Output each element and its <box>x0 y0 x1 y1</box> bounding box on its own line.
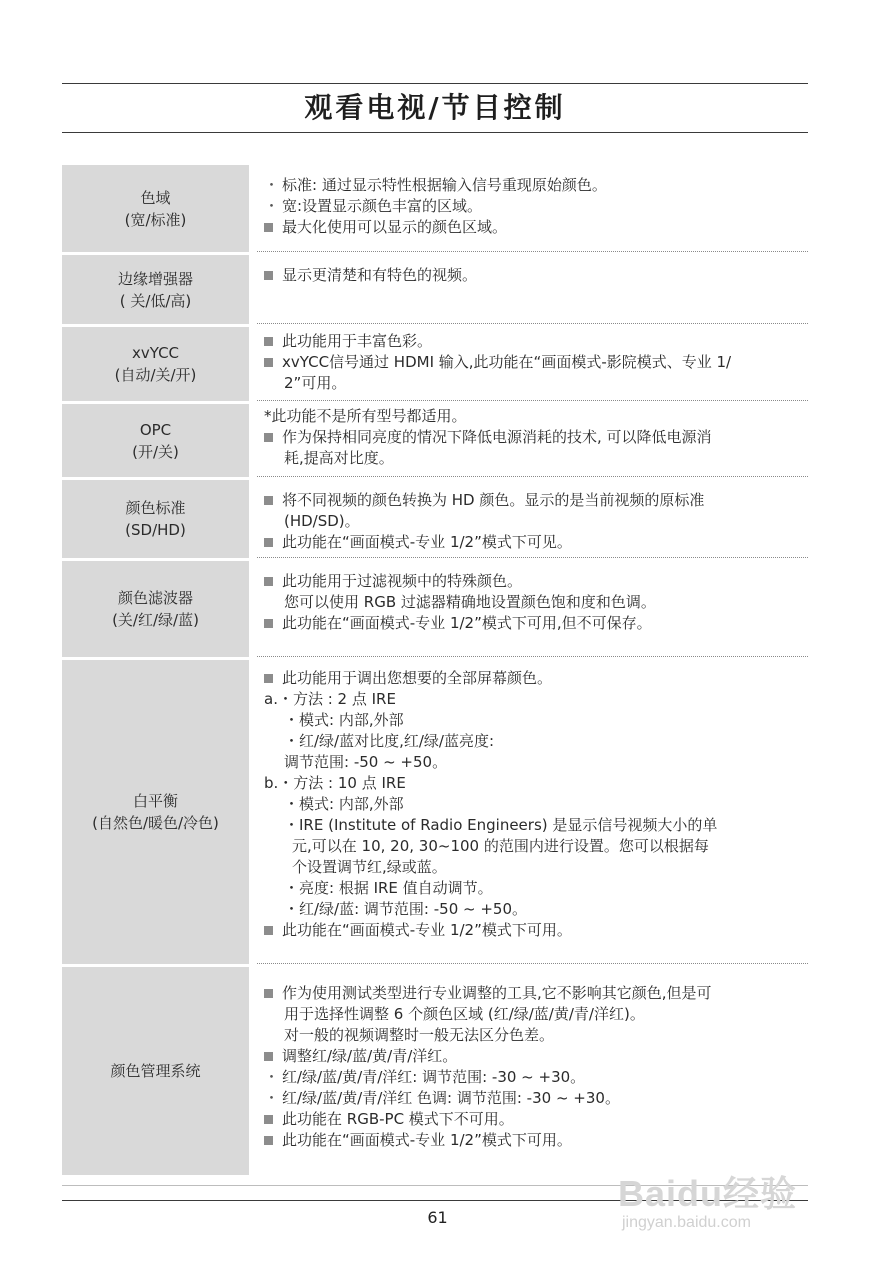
description-line <box>264 196 808 217</box>
description-text: ・红/绿/蓝对比度,红/绿/蓝亮度: <box>284 732 495 750</box>
description-line <box>264 427 808 448</box>
description-text: 作为使用测试类型进行专业调整的工具,它不影响其它颜色,但是可 <box>282 984 712 1002</box>
description-text: 调节范围: -50 ~ +50。 <box>284 753 448 771</box>
square-bullet-icon <box>264 1130 282 1151</box>
setting-description <box>264 561 808 657</box>
description-line <box>264 899 808 920</box>
description-text: 此功能在 RGB-PC 模式下不可用。 <box>282 1110 514 1128</box>
description-text: 此功能在“画面模式-专业 1/2”模式下可用,但不可保存。 <box>282 614 652 632</box>
setting-name: 颜色标准 <box>125 499 186 517</box>
dot-bullet: ・ <box>264 176 280 194</box>
description-line <box>264 1088 808 1109</box>
setting-description <box>264 327 808 401</box>
setting-description <box>264 660 808 964</box>
title-underline <box>62 132 808 133</box>
settings-row <box>62 255 808 324</box>
settings-row <box>62 561 808 657</box>
square-bullet-icon <box>264 1046 282 1067</box>
description-line <box>264 265 808 286</box>
description-text: ・模式: 内部,外部 <box>284 711 404 729</box>
setting-label <box>62 327 249 401</box>
square-bullet-icon <box>264 217 282 238</box>
row-separator <box>257 557 808 558</box>
description-line <box>264 1067 808 1088</box>
setting-options: (宽/标准) <box>124 210 187 229</box>
description-text: 红/绿/蓝/黄/青/洋红 色调: 调节范围: -30 ~ +30。 <box>282 1089 620 1107</box>
description-line <box>264 794 808 815</box>
description-line <box>264 406 808 427</box>
description-line <box>264 857 808 878</box>
description-text: 此功能用于丰富色彩。 <box>282 332 433 350</box>
description-text: ・亮度: 根据 IRE 值自动调节。 <box>284 879 493 897</box>
description-line <box>264 773 808 794</box>
setting-description <box>264 967 808 1175</box>
description-line <box>264 920 808 941</box>
description-line <box>264 836 808 857</box>
description-line <box>264 571 808 592</box>
description-text: b.・方法 : 10 点 IRE <box>264 774 406 792</box>
description-text: *此功能不是所有型号都适用。 <box>264 407 467 425</box>
setting-label <box>62 404 249 477</box>
setting-label <box>62 561 249 657</box>
setting-label <box>62 967 249 1175</box>
description-text: 您可以使用 RGB 过滤器精确地设置颜色饱和度和色调。 <box>284 593 656 611</box>
description-line <box>264 731 808 752</box>
setting-description <box>264 480 808 558</box>
square-bullet-icon <box>264 1109 282 1130</box>
description-text: 元,可以在 10, 20, 30~100 的范围内进行设置。您可以根据每 <box>292 837 709 855</box>
description-line <box>264 1109 808 1130</box>
description-text: ・IRE (Institute of Radio Engineers) 是显示信号视频大小的单 <box>284 816 718 834</box>
description-text: 标准: 通过显示特性根据输入信号重现原始颜色。 <box>282 176 607 194</box>
row-separator <box>257 400 808 401</box>
square-bullet-icon <box>264 331 282 352</box>
row-separator <box>257 323 808 324</box>
description-text: (HD/SD)。 <box>284 512 360 530</box>
square-bullet-icon <box>264 427 282 448</box>
dot-bullet: ・ <box>264 197 280 215</box>
description-text: 作为保持相同亮度的情况下降低电源消耗的技术, 可以降低电源消 <box>282 428 712 446</box>
setting-label <box>62 165 249 252</box>
setting-options: (开/关) <box>132 442 179 461</box>
watermark-logo: Baidu经验 <box>618 1173 798 1214</box>
settings-row <box>62 165 808 252</box>
description-text: 耗,提高对比度。 <box>284 449 394 467</box>
setting-label <box>62 255 249 324</box>
setting-name: 颜色管理系统 <box>110 1062 201 1080</box>
settings-row <box>62 967 808 1175</box>
dot-bullet: ・ <box>264 1089 280 1107</box>
settings-row <box>62 327 808 401</box>
description-line <box>264 532 808 553</box>
description-text: 此功能用于调出您想要的全部屏幕颜色。 <box>282 669 553 687</box>
row-separator <box>257 476 808 477</box>
watermark <box>600 1148 840 1248</box>
description-text: 此功能用于过滤视频中的特殊颜色。 <box>282 572 523 590</box>
description-line <box>264 752 808 773</box>
top-rule <box>62 83 808 84</box>
settings-row <box>62 480 808 558</box>
description-line <box>264 490 808 511</box>
description-text: 将不同视频的颜色转换为 HD 颜色。显示的是当前视频的原标准 <box>282 491 705 509</box>
square-bullet-icon <box>264 571 282 592</box>
description-line <box>264 592 808 613</box>
setting-name: 白平衡 <box>132 792 178 810</box>
description-text: ・模式: 内部,外部 <box>284 795 404 813</box>
description-line <box>264 217 808 238</box>
square-bullet-icon <box>264 668 282 689</box>
description-line <box>264 983 808 1004</box>
description-line <box>264 331 808 352</box>
square-bullet-icon <box>264 532 282 553</box>
description-line <box>264 175 808 196</box>
description-text: 最大化使用可以显示的颜色区域。 <box>282 218 508 236</box>
description-text: 个设置调节红,绿或蓝。 <box>292 858 447 876</box>
description-text: 红/绿/蓝/黄/青/洋红: 调节范围: -30 ~ +30。 <box>282 1068 586 1086</box>
description-line <box>264 689 808 710</box>
square-bullet-icon <box>264 983 282 1004</box>
description-line <box>264 1025 808 1046</box>
setting-name: 颜色滤波器 <box>117 589 193 607</box>
square-bullet-icon <box>264 265 282 286</box>
setting-name: 边缘增强器 <box>117 269 193 288</box>
setting-label <box>62 660 249 964</box>
description-line <box>264 1046 808 1067</box>
setting-label <box>62 480 249 558</box>
setting-options: (关/红/绿/蓝) <box>112 611 199 629</box>
description-text: 用于选择性调整 6 个颜色区域 (红/绿/蓝/黄/青/洋红)。 <box>284 1005 645 1023</box>
description-text: 宽:设置显示颜色丰富的区域。 <box>282 197 483 215</box>
setting-description <box>264 165 808 252</box>
setting-name: 色域 <box>140 188 171 207</box>
description-line <box>264 448 808 469</box>
setting-options: (自动/关/开) <box>114 366 197 384</box>
description-text: 此功能在“画面模式-专业 1/2”模式下可见。 <box>282 533 572 551</box>
description-text: 此功能在“画面模式-专业 1/2”模式下可用。 <box>282 921 572 939</box>
row-separator <box>257 656 808 657</box>
watermark-url: jingyan.baidu.com <box>622 1214 751 1231</box>
row-separator <box>257 251 808 252</box>
square-bullet-icon <box>264 352 282 373</box>
description-line <box>264 668 808 689</box>
description-line <box>264 352 808 373</box>
description-line <box>264 373 808 394</box>
description-line <box>264 1004 808 1025</box>
description-line <box>264 815 808 836</box>
description-text: 对一般的视频调整时一般无法区分色差。 <box>284 1026 555 1044</box>
description-line <box>264 878 808 899</box>
description-text: 此功能在“画面模式-专业 1/2”模式下可用。 <box>282 1131 572 1149</box>
setting-name: OPC <box>139 420 172 439</box>
description-text: 调整红/绿/蓝/黄/青/洋红。 <box>282 1047 458 1065</box>
page-number: 61 <box>427 1208 448 1227</box>
setting-name: xvYCC <box>131 344 180 362</box>
description-text: a.・方法 : 2 点 IRE <box>264 690 396 708</box>
row-separator <box>257 963 808 964</box>
settings-row <box>62 404 808 477</box>
settings-row <box>62 660 808 964</box>
square-bullet-icon <box>264 920 282 941</box>
description-text: ・红/绿/蓝: 调节范围: -50 ~ +50。 <box>284 900 528 918</box>
description-text: 显示更清楚和有特色的视频。 <box>282 266 478 284</box>
square-bullet-icon <box>264 613 282 634</box>
description-text: 2”可用。 <box>284 374 347 392</box>
setting-description <box>264 255 808 324</box>
description-text: xvYCC信号通过 HDMI 输入,此功能在“画面模式-影院模式、专业 1/ <box>282 353 732 371</box>
setting-options: (自然色/暖色/冷色) <box>92 814 219 832</box>
setting-options: ( 关/低/高) <box>119 291 192 310</box>
page-title: 观看电视/节目控制 <box>304 91 566 124</box>
description-line <box>264 511 808 532</box>
setting-description <box>264 404 808 477</box>
description-line <box>264 613 808 634</box>
description-line <box>264 710 808 731</box>
setting-options: (SD/HD) <box>125 521 186 539</box>
dot-bullet: ・ <box>264 1068 280 1086</box>
square-bullet-icon <box>264 490 282 511</box>
